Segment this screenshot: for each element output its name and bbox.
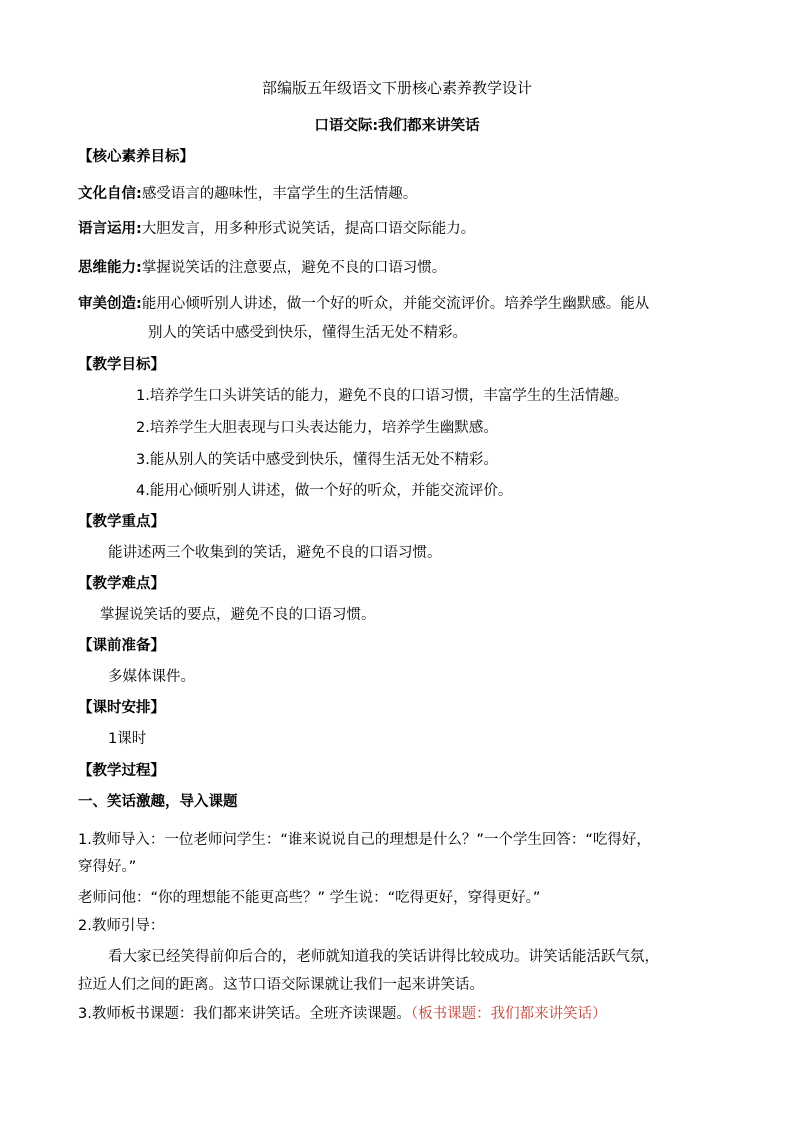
teaching-goal-item: 1.培养学生口头讲笑话的能力，避免不良的口语习惯，丰富学生的生活情趣。 — [136, 388, 629, 404]
preparation-heading: 【课前准备】 — [78, 638, 165, 654]
difficult-points-text: 掌握说笑话的要点，避免不良的口语习惯。 — [100, 607, 376, 623]
teaching-goals-heading: 【教学目标】 — [78, 357, 165, 373]
process-step-text: 1.教师导入：一位老师问学生：“谁来说说自己的理想是什么？”一个学生回答：“吃得好， — [78, 832, 651, 848]
thinking-goal — [78, 258, 446, 278]
aesthetic-goal-label: 审美创造: — [78, 296, 142, 312]
schedule-text: 1课时 — [108, 731, 147, 747]
teaching-goal-item: 4.能用心倾听别人讲述，做一个好的听众，并能交流评价。 — [136, 483, 513, 499]
aesthetic-goal-text-line2: 别人的笑话中感受到快乐，懂得生活无处不精彩。 — [148, 325, 467, 341]
process-step-text: 老师问他：“你的理想能不能更高些？” 学生说：“吃得更好，穿得更好。” — [78, 890, 541, 906]
language-goal-text: 大胆发言，用多种形式说笑话，提高口语交际能力。 — [141, 221, 476, 237]
culture-goal-label: 文化自信: — [78, 186, 142, 202]
blackboard-note: （板书课题：我们都来讲笑话） — [410, 1006, 607, 1022]
key-points-heading: 【教学重点】 — [78, 514, 165, 530]
schedule-heading: 【课时安排】 — [78, 700, 165, 716]
culture-goal-text: 感受语言的趣味性，丰富学生的生活情趣。 — [141, 186, 418, 202]
teaching-goal-item: 3.能从别人的笑话中感受到快乐，懂得生活无处不精彩。 — [136, 452, 498, 468]
core-literacy-heading: 【核心素养目标】 — [78, 149, 194, 165]
aesthetic-goal — [78, 294, 649, 314]
language-goal-label: 语言运用: — [78, 221, 142, 237]
process-step-text: 3.教师板书课题：我们都来讲笑话。全班齐读课题。 — [78, 1006, 411, 1022]
thinking-goal-label: 思维能力: — [78, 260, 142, 276]
language-goal — [78, 219, 475, 239]
process-step-text: 拉近人们之间的距离。这节口语交际课就让我们一起来讲笑话。 — [78, 977, 484, 993]
preparation-text: 多媒体课件。 — [108, 669, 195, 685]
section-title: 一、笑话激趣，导入课题 — [78, 794, 238, 810]
document-title: 部编版五年级语文下册核心素养教学设计 — [261, 79, 532, 97]
difficult-points-heading: 【教学难点】 — [78, 576, 165, 592]
process-step-3 — [78, 1004, 607, 1024]
teaching-goal-item: 2.培养学生大胆表现与口头表达能力，培养学生幽默感。 — [136, 420, 498, 436]
key-points-text: 能讲述两三个收集到的笑话，避免不良的口语习惯。 — [108, 545, 442, 561]
process-step-text: 看大家已经笑得前仰后合的，老师就知道我的笑话讲得比较成功。讲笑话能活跃气氛， — [108, 949, 659, 965]
process-step-label: 2.教师引导： — [78, 918, 165, 934]
culture-goal — [78, 184, 417, 204]
document-subtitle: 口语交际:我们都来讲笑话 — [314, 118, 480, 134]
aesthetic-goal-text-line1: 能用心倾听别人讲述，做一个好的听众，并能交流评价。培养学生幽默感。能从 — [141, 296, 650, 312]
process-heading: 【教学过程】 — [78, 763, 165, 779]
thinking-goal-text: 掌握说笑话的注意要点，避免不良的口语习惯。 — [141, 260, 447, 276]
process-step-text: 穿得好。” — [78, 859, 137, 875]
